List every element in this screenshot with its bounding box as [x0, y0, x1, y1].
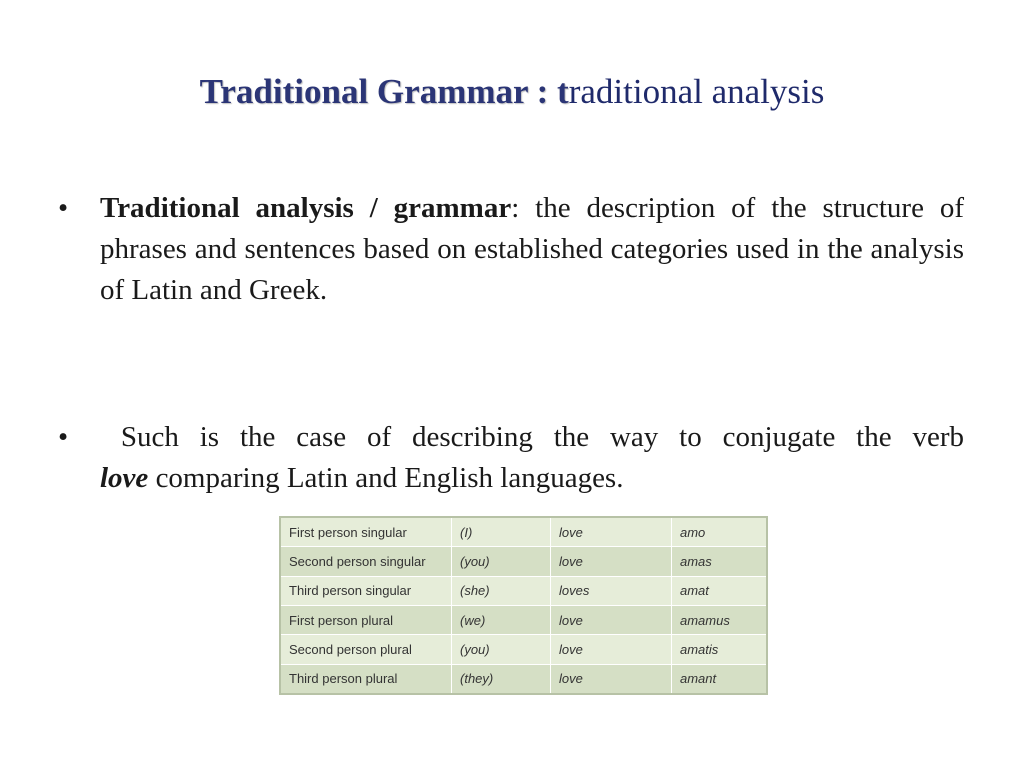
example-line-2: love comparing Latin and English languages.	[100, 462, 624, 494]
latin-verb-cell: amant	[672, 664, 768, 694]
pronoun-cell: (we)	[452, 605, 551, 634]
defined-term: Traditional analysis / grammar	[100, 192, 512, 224]
english-verb-cell: love	[551, 664, 672, 694]
english-verb-cell: love	[551, 635, 672, 664]
latin-verb-cell: amamus	[672, 605, 768, 634]
title-rest: raditional analysis	[568, 72, 825, 111]
table-row	[280, 517, 767, 547]
title-bold-part: Traditional Grammar : t	[199, 72, 569, 111]
bullet-text	[100, 188, 964, 311]
example-line-1: Such is the case of describing the way to conjugate the verb	[120, 421, 965, 453]
person-cell: Third person plural	[280, 664, 452, 694]
bullet-text	[100, 417, 964, 499]
pronoun-cell: (they)	[452, 664, 551, 694]
person-cell: First person singular	[280, 517, 452, 547]
latin-verb-cell: amatis	[672, 635, 768, 664]
bullet-definition	[58, 188, 964, 311]
person-cell: First person plural	[280, 605, 452, 634]
english-verb-cell: love	[551, 547, 672, 576]
bullet-marker: •	[58, 421, 69, 453]
person-cell: Second person plural	[280, 635, 452, 664]
person-cell: Third person singular	[280, 576, 452, 605]
pronoun-cell: (you)	[452, 547, 551, 576]
latin-verb-cell: amas	[672, 547, 768, 576]
english-verb-cell: love	[551, 517, 672, 547]
pronoun-cell: (I)	[452, 517, 551, 547]
latin-verb-cell: amo	[672, 517, 768, 547]
latin-verb-cell: amat	[672, 576, 768, 605]
definition-text: : the description of the structure of phrases and sentences based on established categories used in the analysis of Latin and Greek.	[100, 192, 964, 306]
pronoun-cell: (she)	[452, 576, 551, 605]
table-row	[280, 576, 767, 605]
person-cell: Second person singular	[280, 547, 452, 576]
pronoun-cell: (you)	[452, 635, 551, 664]
english-verb-cell: loves	[551, 576, 672, 605]
bullet-example	[58, 417, 964, 499]
english-verb-cell: love	[551, 605, 672, 634]
table-row	[280, 547, 767, 576]
table-row	[280, 664, 767, 694]
table-row	[280, 635, 767, 664]
verb-love: love	[100, 462, 149, 494]
slide-title	[0, 72, 1024, 112]
table-row	[280, 605, 767, 634]
bullet-marker: •	[58, 192, 69, 224]
conjugation-table	[279, 516, 768, 695]
